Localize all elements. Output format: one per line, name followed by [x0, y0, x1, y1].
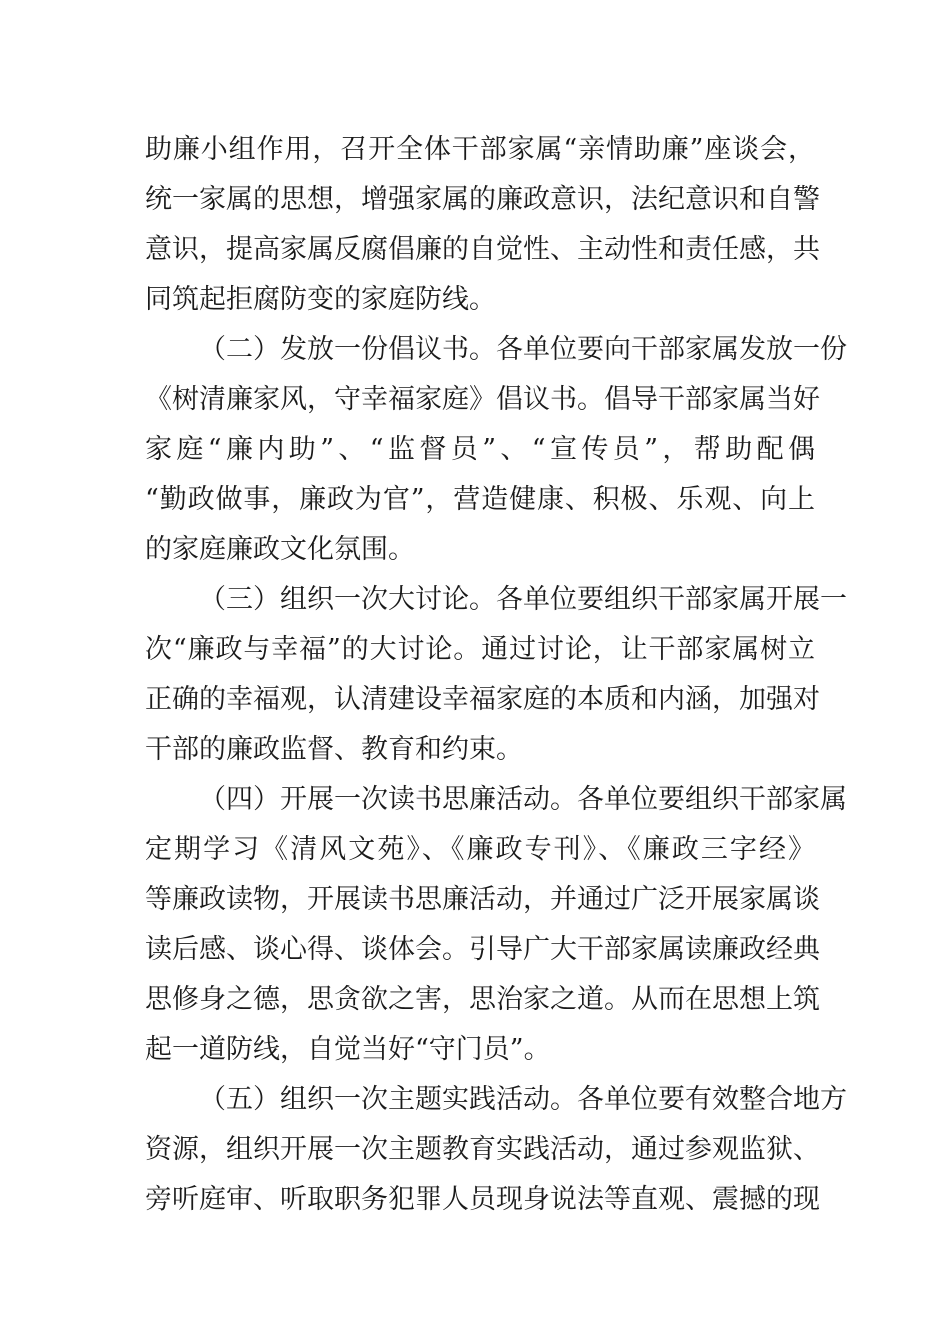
- paragraph-heading-line: （五）组织一次主题实践活动。各单位要有效整合地方: [199, 1084, 847, 1115]
- text-line: 思修身之德，思贪欲之害，思治家之道。从而在思想上筑: [145, 984, 820, 1015]
- text-line: 家庭“廉内助”、“监督员”、“宣传员”，帮助配偶: [145, 434, 815, 465]
- text-line: 助廉小组作用，召开全体干部家属“亲情助廉”座谈会，: [145, 134, 815, 165]
- text-line: 旁听庭审、听取职务犯罪人员现身说法等直观、震撼的现: [145, 1184, 820, 1215]
- text-line: 正确的幸福观，认清建设幸福家庭的本质和内涵，加强对: [145, 684, 820, 715]
- text-line: 定期学习《清风文苑》、《廉政专刊》、《廉政三字经》: [145, 834, 815, 865]
- text-line: “勤政做事，廉政为官”，营造健康、积极、乐观、向上: [145, 484, 815, 515]
- paragraph-heading-line: （二）发放一份倡议书。各单位要向干部家属发放一份: [199, 334, 847, 365]
- text-line: 起一道防线，自觉当好“守门员”。: [145, 1034, 551, 1065]
- text-line: 次“廉政与幸福”的大讨论。通过讨论，让干部家属树立: [145, 634, 815, 665]
- text-line: 同筑起拒腐防变的家庭防线。: [145, 284, 496, 315]
- paragraph-heading-line: （四）开展一次读书思廉活动。各单位要组织干部家属: [199, 784, 847, 815]
- text-line: 的家庭廉政文化氛围。: [145, 534, 415, 565]
- text-line: 《树清廉家风，守幸福家庭》倡议书。倡导干部家属当好: [145, 384, 820, 415]
- text-line: 资源，组织开展一次主题教育实践活动，通过参观监狱、: [145, 1134, 820, 1165]
- text-line: 统一家属的思想，增强家属的廉政意识，法纪意识和自警: [145, 184, 820, 215]
- text-line: 干部的廉政监督、教育和约束。: [145, 734, 523, 765]
- paragraph-heading-line: （三）组织一次大讨论。各单位要组织干部家属开展一: [199, 584, 847, 615]
- text-line: 读后感、谈心得、谈体会。引导广大干部家属读廉政经典: [145, 934, 820, 965]
- text-line: 等廉政读物，开展读书思廉活动，并通过广泛开展家属谈: [145, 884, 820, 915]
- text-line: 意识，提高家属反腐倡廉的自觉性、主动性和责任感，共: [145, 234, 820, 265]
